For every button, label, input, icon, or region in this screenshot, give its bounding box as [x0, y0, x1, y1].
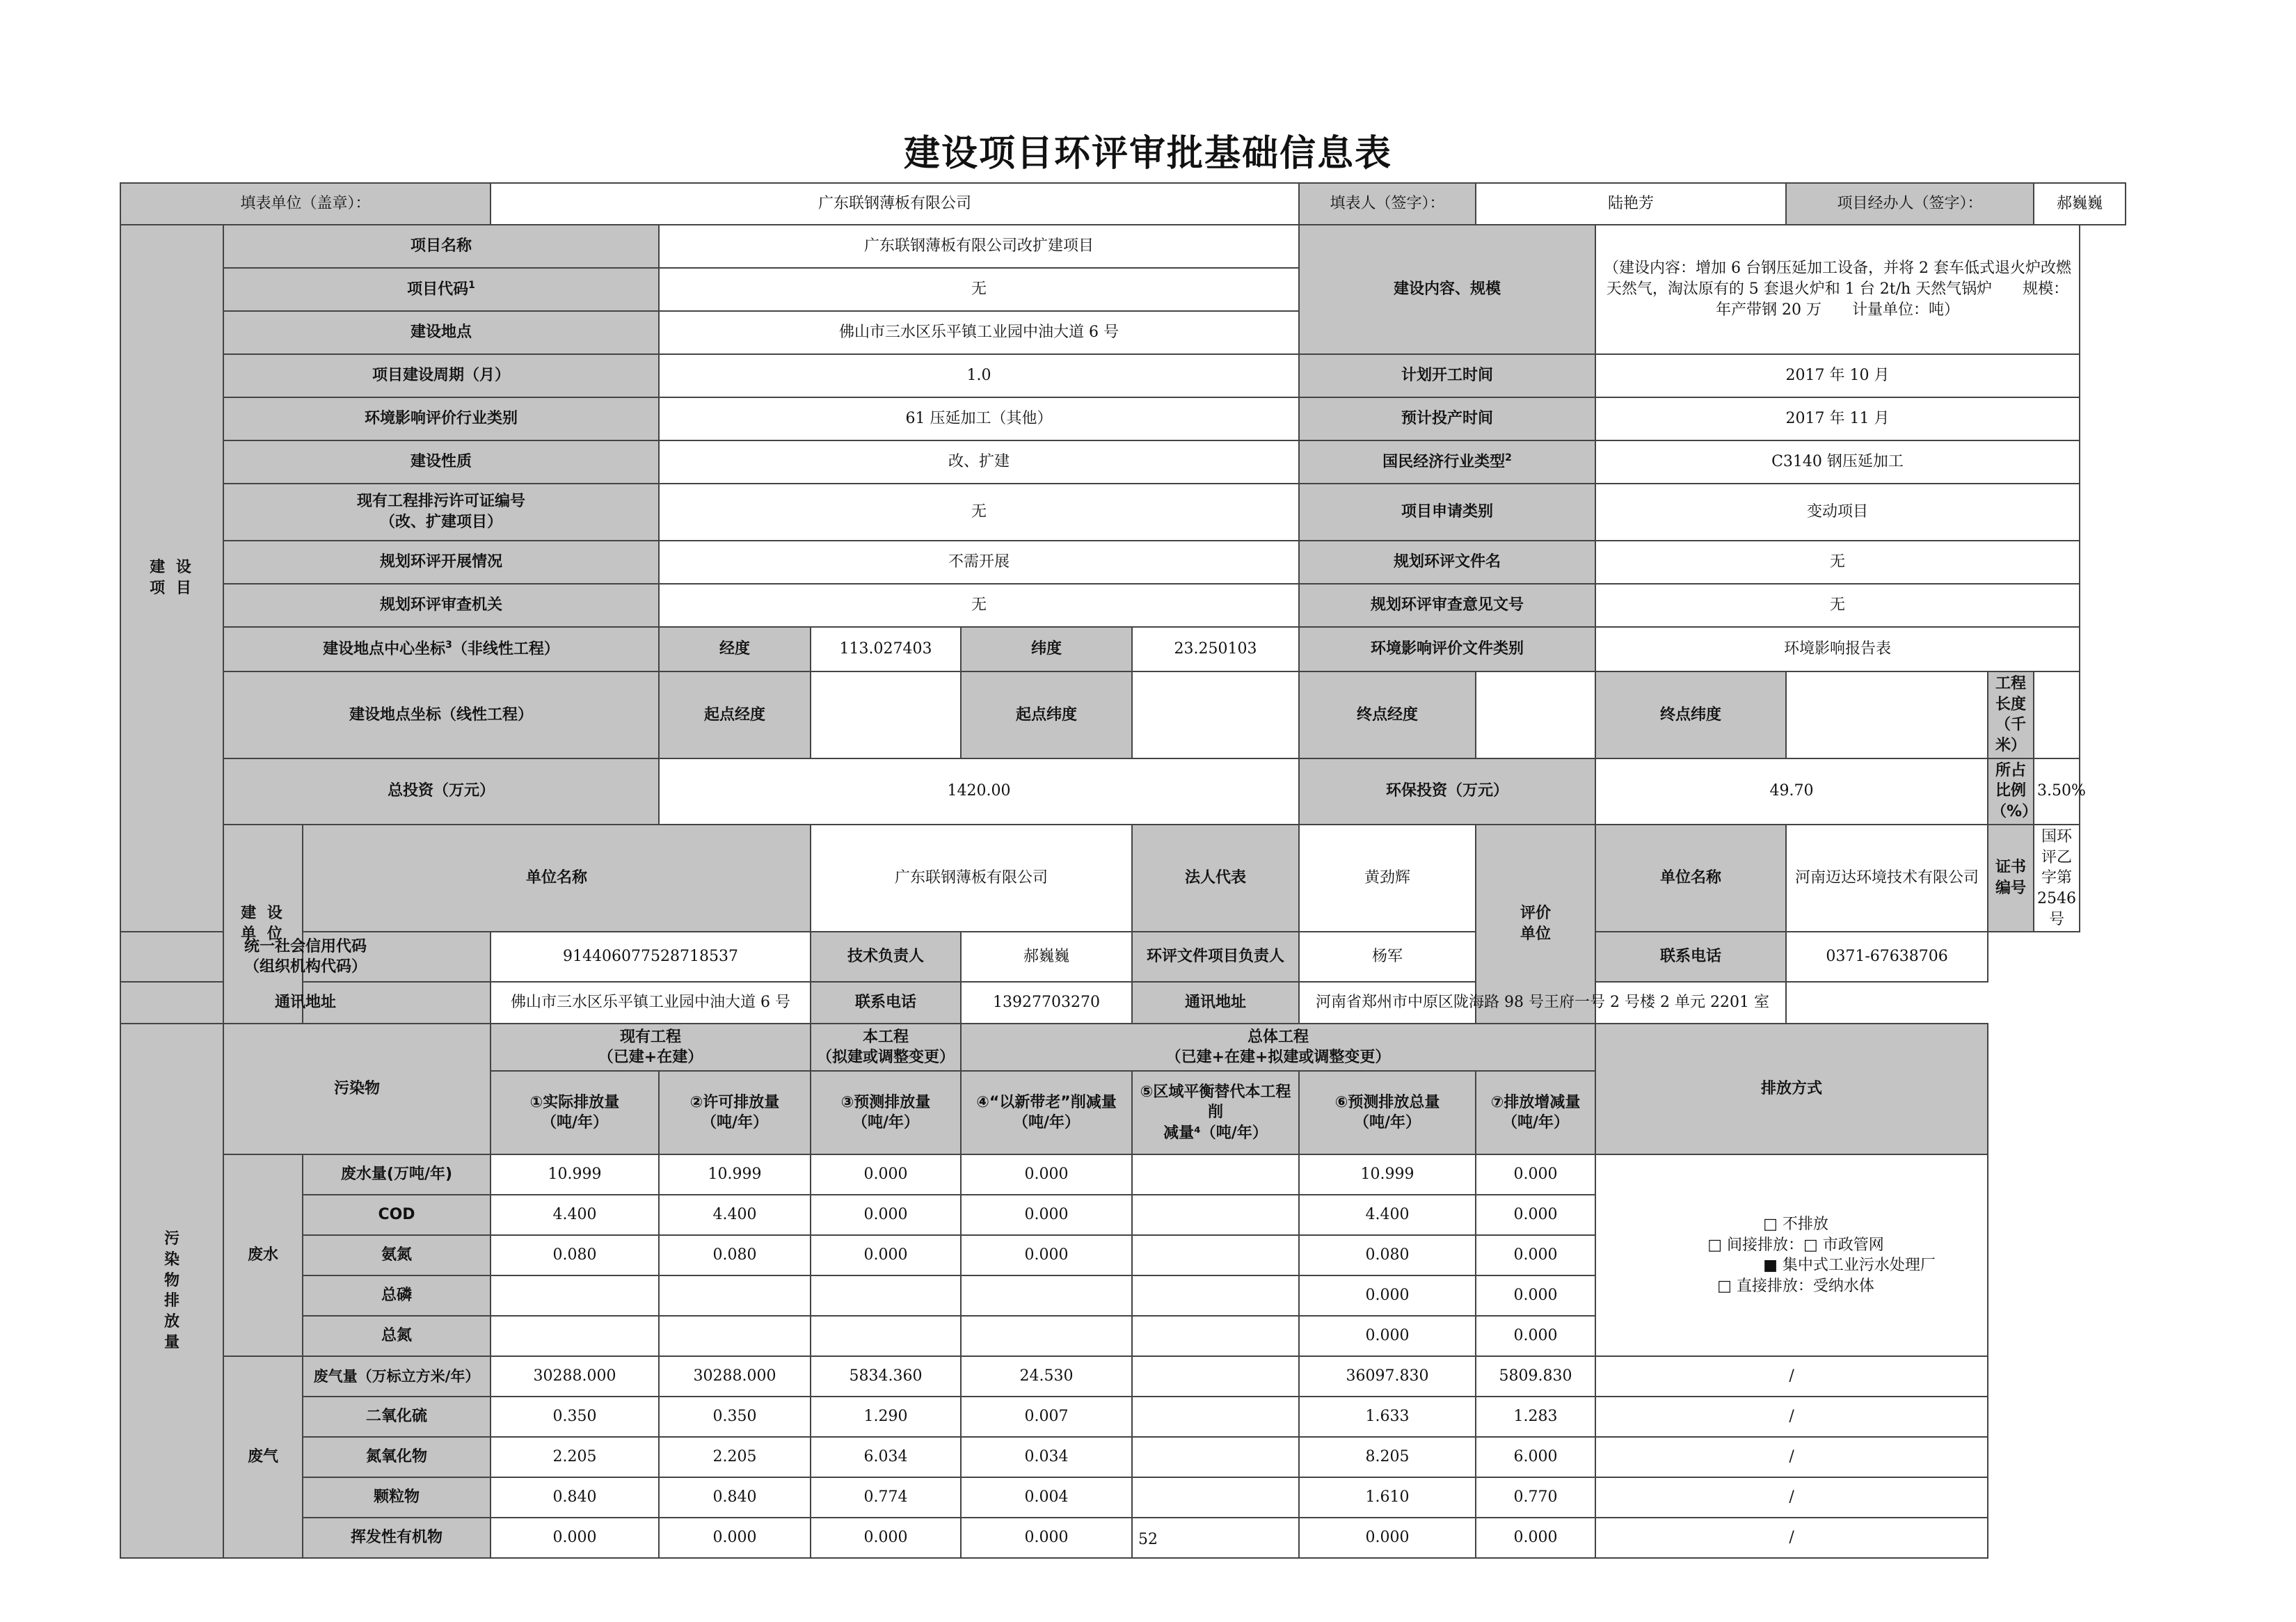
builder-name-label: 单位名称	[303, 825, 811, 932]
project-code-label: 项目代码$^1$	[223, 268, 659, 311]
credit-label: 统一社会信用代码 （组织机构代码）	[120, 932, 491, 982]
cell: 0.034	[961, 1437, 1132, 1477]
cell: 0.000	[1476, 1195, 1595, 1235]
start-lat-value	[1132, 671, 1299, 758]
pollutant-name: 氨氮	[303, 1235, 491, 1275]
industry-value: C3140 钢压延加工	[1595, 440, 2080, 484]
cell: 6.000	[1476, 1437, 1595, 1477]
emission-section-label: 污 染 物 排 放 量	[120, 1024, 223, 1558]
col-predicted-total: ⑥预测排放总量 （吨/年）	[1299, 1071, 1476, 1154]
end-lon-value	[1476, 671, 1595, 758]
project-section-label: 建 设 项 目	[120, 225, 223, 932]
cell: 10.999	[659, 1154, 811, 1195]
ratio-value: 3.50%	[2034, 758, 2080, 825]
filler-value: 陆艳芳	[1476, 183, 1786, 225]
plan-opinion-label: 规划环评审查意见文号	[1299, 584, 1595, 627]
cell: 30288.000	[491, 1356, 659, 1397]
cell	[1132, 1477, 1299, 1518]
cell: 2.205	[659, 1437, 811, 1477]
eia-doc-type-value: 环境影响报告表	[1595, 627, 2080, 671]
industry-label: 国民经济行业类型$^2$	[1299, 440, 1595, 484]
project-code-value: 无	[659, 268, 1299, 311]
pollutant-name: 废水量(万吨/年)	[303, 1154, 491, 1195]
pollutant-name: 总磷	[303, 1275, 491, 1316]
cell: 0.004	[961, 1477, 1132, 1518]
tech-value: 郝巍巍	[961, 932, 1132, 982]
total-invest-label: 总投资（万元）	[223, 758, 659, 825]
cell: 0.840	[659, 1477, 811, 1518]
start-value: 2017 年 10 月	[1595, 354, 2080, 397]
evaluator-name-label: 单位名称	[1595, 825, 1786, 932]
content-value: （建设内容：增加 6 台钢压延加工设备，并将 2 套车低式退火炉改燃天然气，淘汰原有的 5 套退火炉和 1 台 2t/h 天然气锅炉 规模：年产带钢 20 万 计量单位：吨）	[1595, 225, 2080, 354]
gas-discharge-cell: /	[1595, 1437, 1988, 1477]
project-name-label: 项目名称	[223, 225, 659, 268]
cell: 0.000	[1476, 1518, 1595, 1558]
cell: 8.205	[1299, 1437, 1476, 1477]
cell: 1.633	[1299, 1397, 1476, 1437]
permit-value: 无	[659, 484, 1299, 541]
apply-type-label: 项目申请类别	[1299, 484, 1595, 541]
existing-project-header: 现有工程 （已建+在建）	[491, 1024, 811, 1071]
eia-info-table	[120, 182, 2126, 1559]
start-lon-value	[811, 671, 961, 758]
water-discharge-method	[1595, 1154, 1988, 1356]
builder-phone-value: 13927703270	[961, 982, 1132, 1024]
fill-unit-value: 广东联钢薄板有限公司	[491, 183, 1299, 225]
line-coord-label: 建设地点坐标（线性工程）	[223, 671, 659, 758]
filler-label: 填表人（签字）：	[1299, 183, 1476, 225]
manager-label: 项目经办人（签字）：	[1786, 183, 2034, 225]
pollutant-name: 氮氧化物	[303, 1437, 491, 1477]
leader-label: 环评文件项目负责人	[1132, 932, 1299, 982]
plan-org-value: 无	[659, 584, 1299, 627]
cell: 0.000	[961, 1235, 1132, 1275]
eia-category-label: 环境影响评价行业类别	[223, 397, 659, 440]
cell: 4.400	[659, 1195, 811, 1235]
total-invest-value: 1420.00	[659, 758, 1299, 825]
table-row	[120, 1477, 2126, 1518]
cell	[1132, 1195, 1299, 1235]
cell: 0.000	[659, 1518, 811, 1558]
cell: 0.000	[1299, 1275, 1476, 1316]
cell: 0.080	[659, 1235, 811, 1275]
cell	[491, 1316, 659, 1356]
center-coord-label: 建设地点中心坐标$^3$（非线性工程）	[223, 627, 659, 671]
table-row	[120, 1437, 2126, 1477]
cell	[961, 1316, 1132, 1356]
cell	[1132, 1397, 1299, 1437]
cell: 0.000	[1299, 1316, 1476, 1356]
table-row	[120, 1356, 2126, 1397]
checkbox-indirect-discharge: □ 间接排放：□ 市政管网	[1707, 1236, 1884, 1254]
current-project-header: 本工程 （拟建或调整变更）	[811, 1024, 961, 1071]
cell: 0.000	[1476, 1316, 1595, 1356]
cell: 0.000	[491, 1518, 659, 1558]
cell	[1132, 1316, 1299, 1356]
cell	[1132, 1235, 1299, 1275]
location-label: 建设地点	[223, 311, 659, 354]
cell: 0.000	[961, 1154, 1132, 1195]
end-lat-value	[1786, 671, 1988, 758]
content-label: 建设内容、规模	[1299, 225, 1595, 354]
start-label: 计划开工时间	[1299, 354, 1595, 397]
pollutant-name: 颗粒物	[303, 1477, 491, 1518]
length-label: 工程长度（千米）	[1988, 671, 2034, 758]
cell: 0.000	[1476, 1275, 1595, 1316]
cell: 4.400	[1299, 1195, 1476, 1235]
checkbox-no-discharge: □ 不排放	[1763, 1215, 1828, 1233]
cell: 24.530	[961, 1356, 1132, 1397]
end-lon-label: 终点经度	[1299, 671, 1476, 758]
col-new-for-old-reduction: ④“以新带老”削减量 （吨/年）	[961, 1071, 1132, 1154]
ratio-label: 所占比例（%）	[1988, 758, 2034, 825]
header-row	[120, 183, 2126, 225]
eia-doc-type-label: 环境影响评价文件类别	[1299, 627, 1595, 671]
cert-label: 证书编号	[1988, 825, 2034, 932]
cell: 30288.000	[659, 1356, 811, 1397]
leader-value: 杨军	[1299, 932, 1476, 982]
table-row	[120, 1154, 2126, 1195]
plan-org-label: 规划环评审查机关	[223, 584, 659, 627]
cell: 0.000	[811, 1518, 961, 1558]
table-row	[120, 1397, 2126, 1437]
production-label: 预计投产时间	[1299, 397, 1595, 440]
fill-unit-label: 填表单位（盖章）：	[120, 183, 491, 225]
plan-doc-label: 规划环评文件名	[1299, 541, 1595, 584]
credit-value: 914406077528718537	[491, 932, 811, 982]
permit-label: 现有工程排污许可证编号 （改、扩建项目）	[223, 484, 659, 541]
cert-value: 国环评乙字第 2546 号	[2034, 825, 2080, 932]
start-lat-label: 起点纬度	[961, 671, 1132, 758]
cell: 0.007	[961, 1397, 1132, 1437]
production-value: 2017 年 11 月	[1595, 397, 2080, 440]
end-lat-label: 终点纬度	[1595, 671, 1786, 758]
cell: 0.000	[1476, 1154, 1595, 1195]
gas-discharge-cell: /	[1595, 1397, 1988, 1437]
overall-project-header: 总体工程 （已建+在建+拟建或调整变更）	[961, 1024, 1595, 1071]
cell: 0.000	[961, 1518, 1132, 1558]
cell: 0.000	[1476, 1235, 1595, 1275]
cell	[1132, 1437, 1299, 1477]
col-regional-balance-reduction: ⑤区域平衡替代本工程削 减量⁴（吨/年）	[1132, 1071, 1299, 1154]
longitude-label: 经度	[659, 627, 811, 671]
evaluator-section-label: 评价 单位	[1476, 825, 1595, 1024]
builder-section-label: 建 设 单 位	[223, 825, 303, 1024]
eval-address-value: 河南省郑州市中原区陇海路 98 号王府一号 2 号楼 2 单元 2201 室	[1299, 982, 1786, 1024]
cell	[811, 1275, 961, 1316]
gas-discharge-cell: /	[1595, 1477, 1988, 1518]
eval-phone-value: 0371-67638706	[1786, 932, 1988, 982]
start-lon-label: 起点经度	[659, 671, 811, 758]
cell: 0.080	[491, 1235, 659, 1275]
cell	[491, 1275, 659, 1316]
eval-phone-label: 联系电话	[1595, 932, 1786, 982]
latitude-value: 23.250103	[1132, 627, 1299, 671]
cell: 10.999	[1299, 1154, 1476, 1195]
cell: 0.770	[1476, 1477, 1595, 1518]
eval-address-label: 通讯地址	[1132, 982, 1299, 1024]
apply-type-value: 变动项目	[1595, 484, 2080, 541]
pollutant-name: 总氮	[303, 1316, 491, 1356]
env-invest-value: 49.70	[1595, 758, 1988, 825]
period-label: 项目建设周期（月）	[223, 354, 659, 397]
legal-value: 黄劲辉	[1299, 825, 1476, 932]
cell: 0.350	[491, 1397, 659, 1437]
cell	[1132, 1275, 1299, 1316]
pollutant-name: 废气量（万标立方米/年）	[303, 1356, 491, 1397]
builder-name-value: 广东联钢薄板有限公司	[811, 825, 1132, 932]
cell: 0.080	[1299, 1235, 1476, 1275]
col-actual-emission: ①实际排放量 （吨/年）	[491, 1071, 659, 1154]
checkbox-industrial-wwtp: ■ 集中式工业污水处理厂	[1656, 1257, 1936, 1275]
evaluator-name-value: 河南迈达环境技术有限公司	[1786, 825, 1988, 932]
cell: 5809.830	[1476, 1356, 1595, 1397]
discharge-header: 排放方式	[1595, 1024, 1988, 1154]
cell: 1.283	[1476, 1397, 1595, 1437]
cell: 4.400	[491, 1195, 659, 1235]
pollutant-name: 二氧化硫	[303, 1397, 491, 1437]
latitude-label: 纬度	[961, 627, 1132, 671]
page-number: 52	[1138, 1531, 1158, 1548]
plan-eia-label: 规划环评开展情况	[223, 541, 659, 584]
env-invest-label: 环保投资（万元）	[1299, 758, 1595, 825]
manager-value: 郝巍巍	[2034, 183, 2126, 225]
wastewater-label: 废水	[223, 1154, 303, 1356]
plan-doc-value: 无	[1595, 541, 2080, 584]
cell: 0.000	[961, 1195, 1132, 1235]
period-value: 1.0	[659, 354, 1299, 397]
pollutant-label: 污染物	[223, 1024, 491, 1154]
checkbox-direct-discharge: □ 直接排放：受纳水体	[1717, 1277, 1874, 1295]
col-emission-change: ⑦排放增减量 （吨/年）	[1476, 1071, 1595, 1154]
pollutant-name: 挥发性有机物	[303, 1518, 491, 1558]
cell: 10.999	[491, 1154, 659, 1195]
cell	[659, 1275, 811, 1316]
project-name-value: 广东联钢薄板有限公司改扩建项目	[659, 225, 1299, 268]
gas-discharge-cell: /	[1595, 1356, 1988, 1397]
cell: 0.840	[491, 1477, 659, 1518]
cell	[659, 1316, 811, 1356]
location-value: 佛山市三水区乐平镇工业园中油大道 6 号	[659, 311, 1299, 354]
cell: 2.205	[491, 1437, 659, 1477]
pollutant-name: COD	[303, 1195, 491, 1235]
cell	[1132, 1154, 1299, 1195]
cell: 0.774	[811, 1477, 961, 1518]
cell	[961, 1275, 1132, 1316]
cell: 0.000	[811, 1195, 961, 1235]
length-value	[2034, 671, 2080, 758]
cell: 1.610	[1299, 1477, 1476, 1518]
cell: 0.350	[659, 1397, 811, 1437]
tech-label: 技术负责人	[811, 932, 961, 982]
cell: 0.000	[1299, 1518, 1476, 1558]
cell: 0.000	[811, 1154, 961, 1195]
nature-label: 建设性质	[223, 440, 659, 484]
cell: 0.000	[811, 1235, 961, 1275]
nature-value: 改、扩建	[659, 440, 1299, 484]
cell: 1.290	[811, 1397, 961, 1437]
cell	[1132, 1356, 1299, 1397]
eia-category-value: 61 压延加工（其他）	[659, 397, 1299, 440]
col-permitted-emission: ②许可排放量 （吨/年）	[659, 1071, 811, 1154]
col-predicted-emission: ③预测排放量 （吨/年）	[811, 1071, 961, 1154]
builder-address-value: 佛山市三水区乐平镇工业园中油大道 6 号	[491, 982, 811, 1024]
cell: 6.034	[811, 1437, 961, 1477]
plan-eia-value: 不需开展	[659, 541, 1299, 584]
longitude-value: 113.027403	[811, 627, 961, 671]
builder-address-label: 通讯地址	[120, 982, 491, 1024]
cell: 36097.830	[1299, 1356, 1476, 1397]
gas-discharge-cell: /	[1595, 1518, 1988, 1558]
cell: 5834.360	[811, 1356, 961, 1397]
waste-gas-label: 废气	[223, 1356, 303, 1558]
plan-opinion-value: 无	[1595, 584, 2080, 627]
legal-label: 法人代表	[1132, 825, 1299, 932]
cell	[811, 1316, 961, 1356]
builder-phone-label: 联系电话	[811, 982, 961, 1024]
page-title: 建设项目环评审批基础信息表	[903, 133, 1392, 175]
